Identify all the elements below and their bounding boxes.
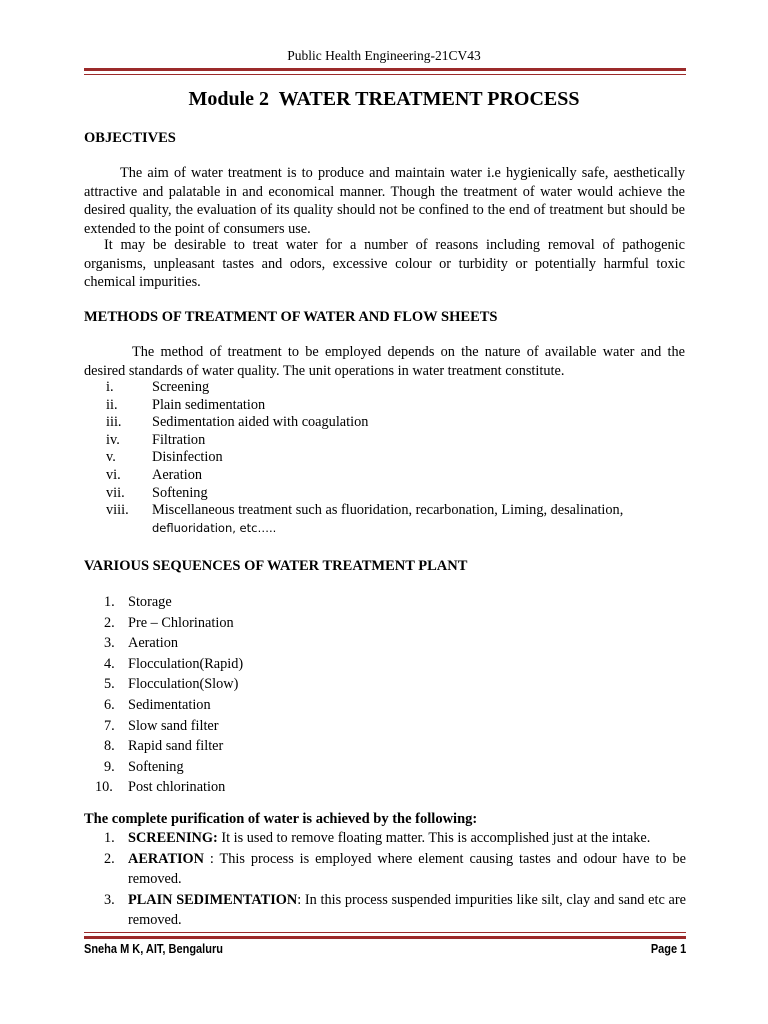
list-item-text: Sedimentation aided with coagulation xyxy=(152,414,369,431)
list-item xyxy=(84,695,686,716)
list-item-text: Aeration xyxy=(128,635,179,652)
list-item-number: 3. xyxy=(104,891,115,908)
objectives-paragraph-1 xyxy=(84,164,685,238)
footer-page-number: Page 1 xyxy=(650,942,686,956)
list-item-text: Post chlorination xyxy=(128,779,226,796)
list-item-text: Pre – Chlorination xyxy=(128,614,234,631)
list-item-term: AERATION xyxy=(128,850,204,867)
list-item-number: viii. xyxy=(106,502,129,519)
list-item-text: Storage xyxy=(128,594,172,610)
list-item-text: Flocculation(Rapid) xyxy=(128,655,244,672)
list-item-text xyxy=(128,890,686,931)
footer-author: Sneha M K, AIT, Bengaluru xyxy=(84,942,223,956)
list-item-text: Filtration xyxy=(152,431,206,448)
list-item xyxy=(84,379,686,397)
header-rule-thin xyxy=(84,74,686,75)
list-item-text xyxy=(152,502,686,537)
list-item-text: Softening xyxy=(128,758,184,775)
section-heading-methods: METHODS OF TREATMENT OF WATER AND FLOW SHEETS xyxy=(84,309,498,325)
list-item-number: 2. xyxy=(104,614,115,631)
list-item-number: 5. xyxy=(104,676,115,693)
list-item xyxy=(84,716,686,737)
list-item-text: Sedimentation xyxy=(128,696,211,713)
list-item xyxy=(84,397,686,415)
list-item-text: Softening xyxy=(152,484,208,501)
list-item-number: 10. xyxy=(95,779,113,796)
section-heading-sequences: VARIOUS SEQUENCES OF WATER TREATMENT PLANT xyxy=(84,558,468,574)
list-item xyxy=(84,757,686,778)
objectives-p2-text: It may be desirable to treat water for a number of reasons including removal of pathogenic organisms, unpleasant tastes and odors, excessive colour or turbidity or potentially harmful toxic chemical impurities. xyxy=(84,237,685,290)
list-item-number: iv. xyxy=(106,431,120,448)
objectives-paragraph-2 xyxy=(84,236,685,292)
running-header: Public Health Engineering-21CV43 xyxy=(287,48,481,63)
section-heading-purification: The complete purification of water is achieved by the following: xyxy=(84,811,478,827)
footer-rule-thick xyxy=(84,936,686,939)
list-item xyxy=(84,633,686,654)
list-item-number: i. xyxy=(106,379,114,395)
list-item xyxy=(84,449,686,467)
list-item-number: 8. xyxy=(104,738,115,755)
list-item xyxy=(84,828,686,849)
list-item-number: 1. xyxy=(104,594,115,610)
page-title: Module 2 WATER TREATMENT PROCESS xyxy=(188,88,580,110)
methods-intro-text: The method of treatment to be employed depends on the nature of available water and the desired standards of water quality. The unit operations in water treatment constitute. xyxy=(84,344,685,379)
list-item-text-line2: defluoridation, etc….. xyxy=(152,520,277,535)
list-item-text: Plain sedimentation xyxy=(152,396,266,413)
list-item xyxy=(84,502,686,537)
list-item-number: 7. xyxy=(104,717,115,734)
list-item xyxy=(84,432,686,450)
list-item xyxy=(84,654,686,675)
list-item xyxy=(84,485,686,503)
purification-list xyxy=(84,828,686,931)
methods-list xyxy=(84,379,686,537)
list-item-term: PLAIN SEDIMENTATION xyxy=(128,891,298,908)
list-item-text: Flocculation(Slow) xyxy=(128,676,239,693)
list-item-text: Aeration xyxy=(152,466,203,483)
list-item-text: Screening xyxy=(152,379,210,395)
list-item-number: 2. xyxy=(104,850,115,867)
list-item-number: vii. xyxy=(106,484,125,501)
list-item-term: SCREENING: xyxy=(128,830,218,846)
list-item xyxy=(84,736,686,757)
list-item-number: v. xyxy=(106,449,116,466)
section-heading-objectives: OBJECTIVES xyxy=(84,130,176,146)
list-item-number: 9. xyxy=(104,758,115,775)
list-item-text: Rapid sand filter xyxy=(128,738,224,755)
list-item xyxy=(84,849,686,890)
list-item-number: 1. xyxy=(104,830,115,846)
list-item-number: 3. xyxy=(104,635,115,652)
list-item-number: vi. xyxy=(106,466,121,483)
sequences-list xyxy=(84,592,686,798)
header-rule-thick xyxy=(84,68,686,71)
list-item xyxy=(84,674,686,695)
list-item-number: iii. xyxy=(106,414,122,431)
objectives-p1-text: The aim of water treatment is to produce and maintain water i.e hygienically safe, aesthetically attractive and palatable in and economical manner. Though the treatment of water would achieve the desired quality, the evaluation of its quality should not be confined to the end of treatment but should be extended to the point of consumers use. xyxy=(84,165,685,237)
list-item xyxy=(84,467,686,485)
list-item-text xyxy=(128,849,686,890)
list-item-number: ii. xyxy=(106,396,118,413)
list-item-number: 6. xyxy=(104,696,115,713)
list-item-desc: : This process is employed where element causing tastes and odour have to be removed. xyxy=(128,850,686,888)
list-item xyxy=(84,777,686,798)
list-item xyxy=(84,592,686,613)
methods-intro xyxy=(84,343,685,380)
list-item xyxy=(84,414,686,432)
list-item-text: Disinfection xyxy=(152,449,223,466)
list-item-text: Slow sand filter xyxy=(128,717,219,734)
list-item xyxy=(84,613,686,634)
list-item-desc: It is used to remove floating matter. This is accomplished just at the intake. xyxy=(217,830,651,846)
list-item-desc: : In this process suspended impurities like silt, clay and sand etc are removed. xyxy=(128,891,686,929)
list-item-text-line1: Miscellaneous treatment such as fluoridation, recarbonation, Liming, desalination, xyxy=(152,502,624,519)
list-item-text xyxy=(128,828,686,849)
list-item-number: 4. xyxy=(104,655,115,672)
footer-rule-thin xyxy=(84,932,686,933)
list-item xyxy=(84,890,686,931)
